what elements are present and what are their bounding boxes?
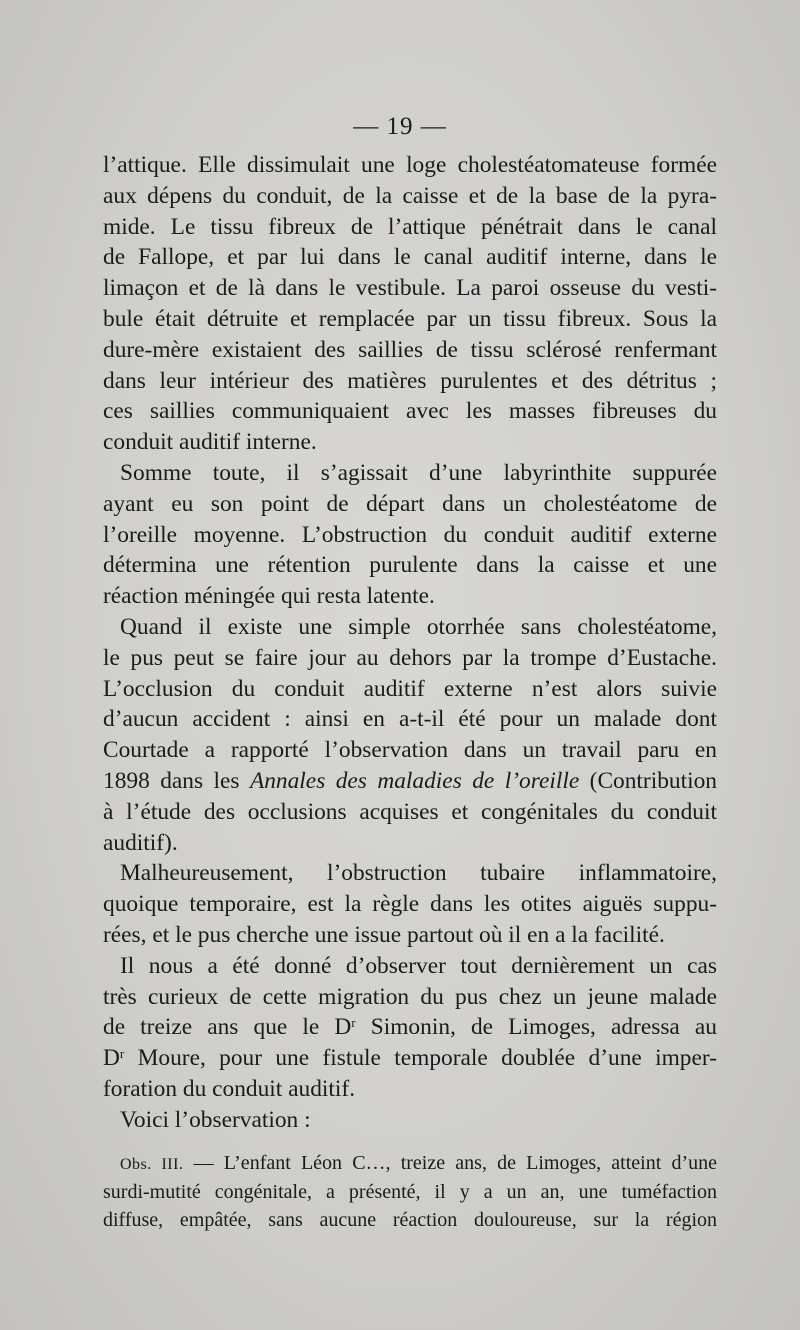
journal-title: Annales des maladies de l’oreille (249, 767, 580, 794)
text-line: dure-mère existaient des saillies de tissu sclérosé renfermant (103, 336, 717, 363)
text-run: (Contribution (579, 767, 717, 794)
paragraph-start: Il nous a été donné d’observer tout dernièrement un cas (120, 952, 717, 979)
text-line-with-superscript (103, 1043, 717, 1074)
text-line: quoique temporaire, est la règle dans les otites aiguës suppu- (103, 891, 717, 918)
observation-note (103, 1149, 717, 1235)
page-number: — 19 — (353, 113, 447, 140)
text-line: aux dépens du conduit, de la caisse et de la base de la pyra- (103, 182, 717, 209)
paragraph-start: Malheureusement, l’obstruction tubaire inflammatoire, (120, 860, 717, 887)
text-run: 1898 dans les (103, 767, 250, 794)
text-line-with-italic (103, 766, 717, 797)
text-line: bule était détruite et remplacée par un tissu fibreux. Sous la (103, 305, 717, 332)
text-line: dans leur intérieur des matières purulentes et des détritus ; (103, 367, 717, 394)
text-line: ces saillies communiquaient avec les masses fibreuses du (103, 398, 717, 425)
text-run: Simonin, de Limoges, adressa au (355, 1014, 717, 1041)
text-run: — L’enfant Léon C…, treize ans, de Limoges, atteint d’une (183, 1152, 717, 1174)
note-line: surdi-mutité congénitale, a présenté, il y a un an, une tuméfaction (103, 1180, 717, 1203)
superscript: r (119, 1046, 125, 1062)
text-run: de treize ans que le D (103, 1014, 352, 1041)
note-line (103, 1149, 717, 1178)
text-line: très curieux de cette migration du pus chez un jeune malade (103, 983, 717, 1010)
text-line-with-superscript (103, 1012, 717, 1043)
text-line: l’attique. Elle dissimulait une loge cholestéatomateuse formée (103, 152, 717, 178)
superscript: r (351, 1015, 356, 1031)
paragraph-start: Voici l’observation : (120, 1106, 311, 1133)
body-text (103, 150, 717, 1136)
text-run: D (103, 1045, 120, 1072)
text-line: limaçon et de là dans le vestibule. La paroi osseuse du vesti- (103, 275, 717, 302)
text-line: ayant eu son point de départ dans un cholestéatome de (103, 490, 717, 517)
note-line: diffuse, empâtée, sans aucune réaction douloureuse, sur la région (103, 1209, 717, 1231)
text-line: l’oreille moyenne. L’obstruction du conduit auditif externe (103, 521, 717, 548)
text-run: Moure, pour une fistule temporale doublée d’une imper- (124, 1045, 717, 1072)
observation-label: Obs. III. (120, 1156, 184, 1173)
text-line: mide. Le tissu fibreux de l’attique pénétrait dans le canal (103, 213, 717, 240)
text-line: L’occlusion du conduit auditif externe n’est alors suivie (103, 675, 717, 702)
text-line: rées, et le pus cherche une issue partout où il en a la facilité. (103, 921, 665, 948)
text-line: à l’étude des occlusions acquises et congénitales du conduit (103, 798, 717, 825)
text-line: Courtade a rapporté l’observation dans un travail paru en (103, 737, 717, 764)
text-line: de Fallope, et par lui dans le canal auditif interne, dans le (103, 244, 717, 271)
text-line: auditif). (103, 829, 178, 856)
text-line: d’aucun accident : ainsi en a-t-il été pour un malade dont (103, 706, 717, 733)
text-line: foration du conduit auditif. (103, 1075, 356, 1102)
paragraph-start: Quand il existe une simple otorrhée sans cholestéatome, (120, 613, 717, 640)
text-line: réaction méningée qui resta latente. (103, 583, 435, 610)
text-line: conduit auditif interne. (103, 429, 317, 456)
text-line: détermina une rétention purulente dans la caisse et une (103, 552, 717, 579)
paragraph-start: Somme toute, il s’agissait d’une labyrinthite suppurée (120, 459, 717, 486)
text-line: le pus peut se faire jour au dehors par la trompe d’Eustache. (103, 644, 717, 671)
